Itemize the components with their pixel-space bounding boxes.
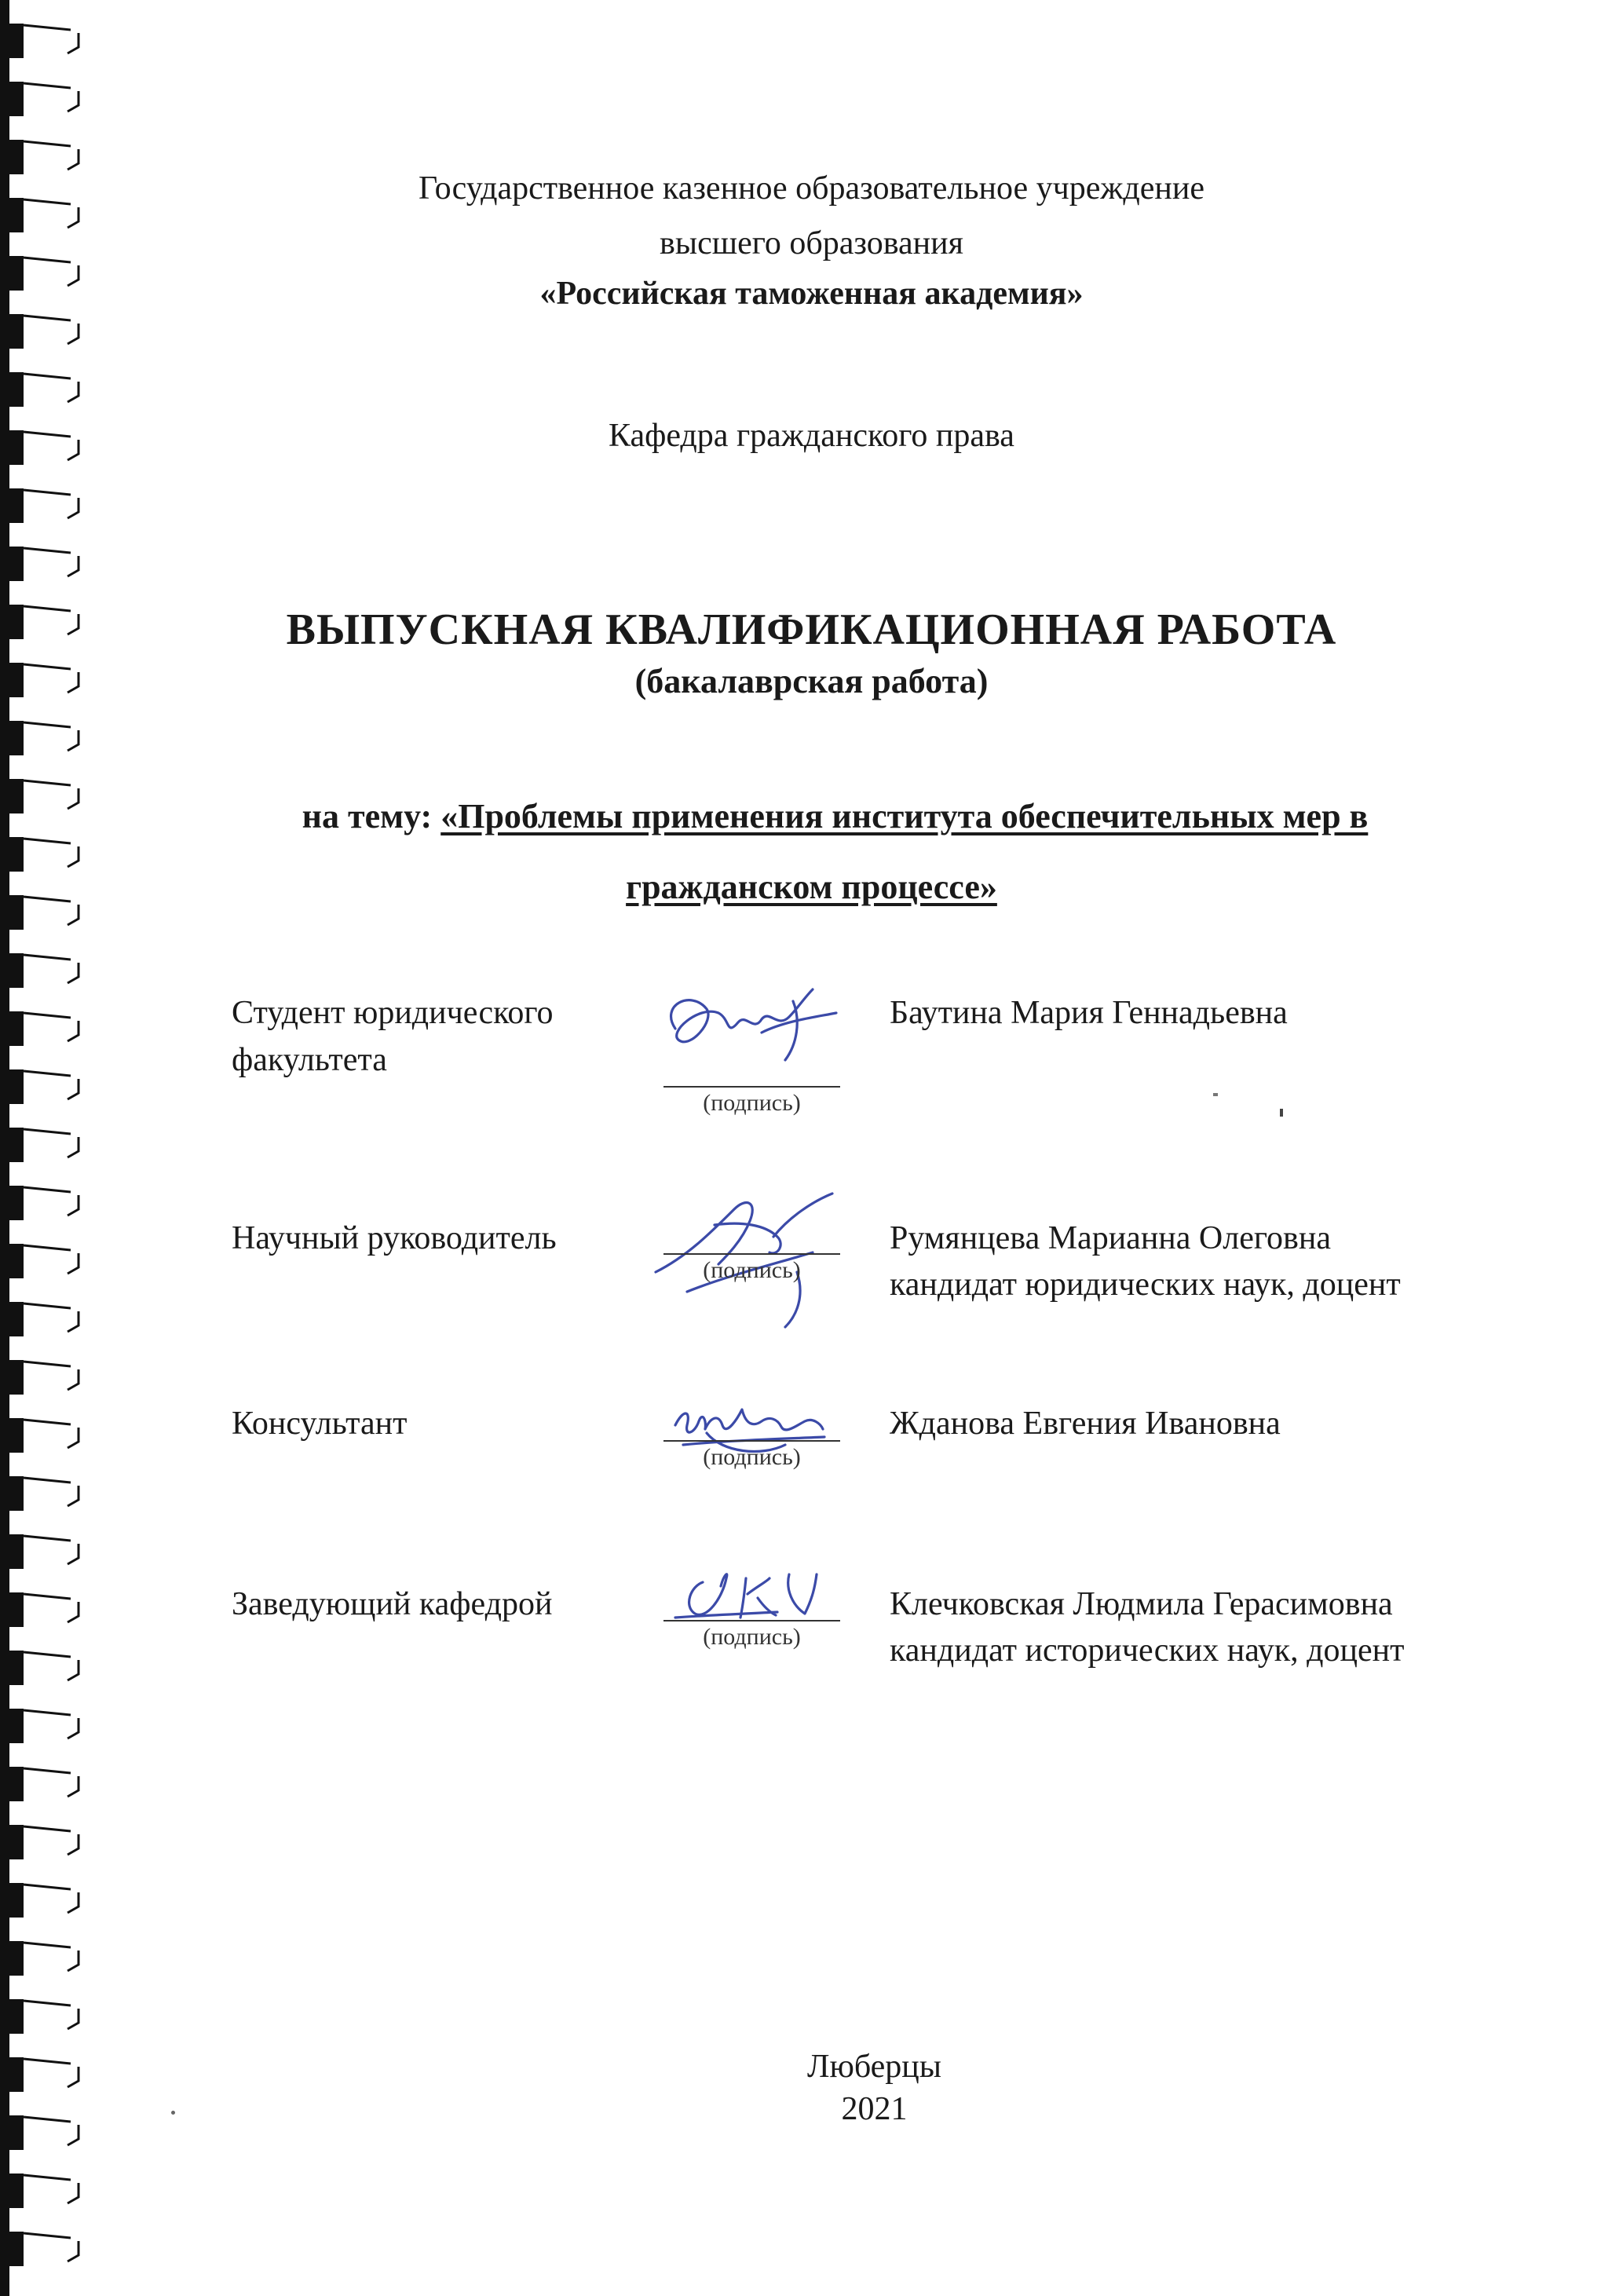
signatory-role-continued: факультета (232, 1042, 387, 1078)
signatory-role: Консультант (232, 1406, 408, 1442)
binding-ring (0, 1128, 24, 1162)
binding-ring-loop (24, 1885, 79, 1913)
binding-ring-loop (24, 1478, 79, 1506)
institution-name: «Российская таможенная академия» (539, 276, 1084, 312)
supervisor-signature (640, 1178, 860, 1335)
binding-ring (0, 1941, 24, 1976)
binding-ring (0, 1709, 24, 1743)
signatory-role: Студент юридического (232, 995, 554, 1031)
scan-speck (171, 2111, 175, 2115)
signature-caption: (подпись) (703, 1444, 801, 1470)
binding-ring-loop (24, 1710, 79, 1738)
binding-ring-loop (24, 141, 79, 170)
binding-ring-loop (24, 374, 79, 402)
binding-ring (0, 779, 24, 813)
signature-line (663, 1620, 840, 1621)
signatory-degree: кандидат исторических наук, доцент (890, 1632, 1405, 1669)
binding-ring-loop (24, 1652, 79, 1680)
binding-ring (0, 488, 24, 523)
binding-ring-loop (24, 2001, 79, 2029)
scan-speck (1213, 1093, 1218, 1096)
binding-ring-loop (24, 1013, 79, 1041)
binding-ring-loop (24, 722, 79, 751)
student-signature (644, 974, 856, 1084)
city: Люберцы (806, 2049, 941, 2085)
binding-ring (0, 2174, 24, 2208)
binding-ring (0, 721, 24, 755)
topic-title-part-1: «Проблемы применения института обеспечительных мер в (440, 797, 1369, 835)
binding-ring-loop (24, 2233, 79, 2261)
binding-ring-loop (24, 1536, 79, 1564)
binding-ring-loop (24, 839, 79, 867)
binding-ring (0, 1069, 24, 1104)
binding-ring (0, 2115, 24, 2150)
signature-caption: (подпись) (703, 1090, 801, 1116)
binding-ring-loop (24, 1943, 79, 1971)
topic-prefix: на тему: (302, 797, 433, 835)
binding-ring-loop (24, 955, 79, 983)
document-subtitle: (бакалаврская работа) (634, 662, 989, 700)
topic-line-1 (24, 796, 1623, 836)
signatory-name: Румянцева Марианна Олеговна (890, 1220, 1331, 1256)
binding-ring (0, 1418, 24, 1453)
binding-ring (0, 547, 24, 581)
binding-ring (0, 82, 24, 116)
binding-ring (0, 1186, 24, 1220)
binding-ring-loop (24, 25, 79, 53)
binding-ring (0, 1825, 24, 1859)
binding-ring-loop (24, 1594, 79, 1622)
signature-caption: (подпись) (703, 1257, 801, 1283)
binding-ring-loop (24, 1187, 79, 1216)
binding-ring-loop (24, 83, 79, 112)
binding-ring-loop (24, 1303, 79, 1332)
topic-line-2 (0, 867, 1623, 907)
binding-ring (0, 953, 24, 988)
binding-ring-loop (24, 1071, 79, 1099)
signatory-name: Баутина Мария Геннадьевна (890, 995, 1288, 1031)
binding-ring (0, 1011, 24, 1046)
signatory-role: Научный руководитель (232, 1220, 557, 1256)
topic-title-part-2: гражданском процессе» (626, 868, 997, 906)
binding-ring-loop (24, 548, 79, 576)
binding-ring (0, 2057, 24, 2092)
binding-ring (0, 1534, 24, 1569)
binding-ring-loop (24, 490, 79, 518)
binding-ring (0, 1651, 24, 1685)
binding-ring (0, 1302, 24, 1336)
year: 2021 (841, 2091, 908, 2127)
binding-ring-loop (24, 1129, 79, 1157)
binding-ring (0, 1244, 24, 1278)
signature-line (663, 1086, 840, 1088)
binding-ring (0, 1360, 24, 1395)
binding-ring (0, 1592, 24, 1627)
scan-speck (1280, 1109, 1283, 1117)
binding-ring (0, 314, 24, 349)
binding-ring-loop (24, 1768, 79, 1797)
binding-ring (0, 372, 24, 407)
signatory-name: Жданова Евгения Ивановна (890, 1406, 1281, 1442)
binding-ring-loop (24, 1245, 79, 1274)
binding-ring (0, 2232, 24, 2266)
signatory-role: Заведующий кафедрой (232, 1586, 553, 1622)
signatory-degree: кандидат юридических наук, доцент (890, 1267, 1401, 1303)
binding-ring-loop (24, 1826, 79, 1855)
binding-ring (0, 24, 24, 58)
binding-ring-loop (24, 2175, 79, 2203)
binding-ring (0, 1999, 24, 2034)
document-title: ВЫПУСКНАЯ КВАЛИФИКАЦИОННАЯ РАБОТА (286, 605, 1337, 654)
institution-line-1: Государственное казенное образовательное учреждение (419, 170, 1204, 207)
binding-strip (0, 0, 86, 2296)
signature-line (663, 1253, 840, 1255)
signature-line (663, 1440, 840, 1442)
binding-ring-loop (24, 1420, 79, 1448)
signatory-name: Клечковская Людмила Герасимовна (890, 1586, 1393, 1622)
signature-caption: (подпись) (703, 1624, 801, 1650)
institution-line-2: высшего образования (660, 225, 963, 261)
binding-ring (0, 1767, 24, 1801)
department-name: Кафедра гражданского права (609, 418, 1014, 454)
binding-ring (0, 1476, 24, 1511)
binding-ring (0, 1883, 24, 1918)
binding-ring-loop (24, 316, 79, 344)
binding-ring-loop (24, 1362, 79, 1390)
